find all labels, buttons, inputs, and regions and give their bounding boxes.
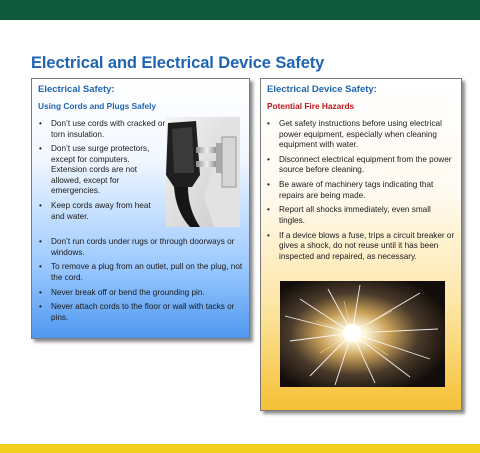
list-item: • Report all shocks immediately, even small tingles. (266, 205, 457, 226)
list-item: • Never attach cords to the floor or wall with tacks or pins. (38, 302, 244, 323)
cords-plugs-subheading: Using Cords and Plugs Safely (38, 101, 157, 111)
power-plug-photo (166, 117, 240, 227)
list-item: • Don’t run cords under rugs or through doorways or windows. (38, 237, 244, 258)
list-item: • Be aware of machinery tags indicating that repairs are being made. (266, 180, 457, 201)
list-item: • If a device blows a fuse, trips a circuit breaker or gives a shock, do not reuse until it has been inspected and repaired, as necessary. (266, 231, 457, 263)
right-bullet-list (266, 119, 457, 266)
list-item: • To remove a plug from an outlet, pull on the plug, not the cord. (38, 262, 244, 283)
slide-title: Electrical and Electrical Device Safety (31, 54, 325, 72)
device-safety-heading: Electrical Device Safety: (267, 84, 377, 95)
top-accent-bar (0, 0, 480, 20)
list-item: • Don’t use surge protectors, except for computers. Extension cords are not allowed, except for emergencies. (38, 144, 166, 197)
electrical-safety-heading: Electrical Safety: (38, 84, 115, 95)
fire-hazards-subheading: Potential Fire Hazards (267, 101, 355, 111)
bottom-accent-bar (0, 444, 480, 453)
left-bullet-list-bottom (38, 237, 244, 328)
list-item: • Keep cords away from heat and water. (38, 201, 166, 222)
list-item: • Don’t use cords with cracked or torn insulation. (38, 119, 166, 140)
list-item: • Disconnect electrical equipment from the power source before cleaning. (266, 155, 457, 176)
electrical-spark-photo (280, 281, 445, 387)
list-item: • Get safety instructions before using electrical power equipment, especially when cleaning equipment with water. (266, 119, 457, 151)
list-item: • Never break off or bend the grounding pin. (38, 288, 244, 299)
left-bullet-list-top (38, 119, 166, 226)
